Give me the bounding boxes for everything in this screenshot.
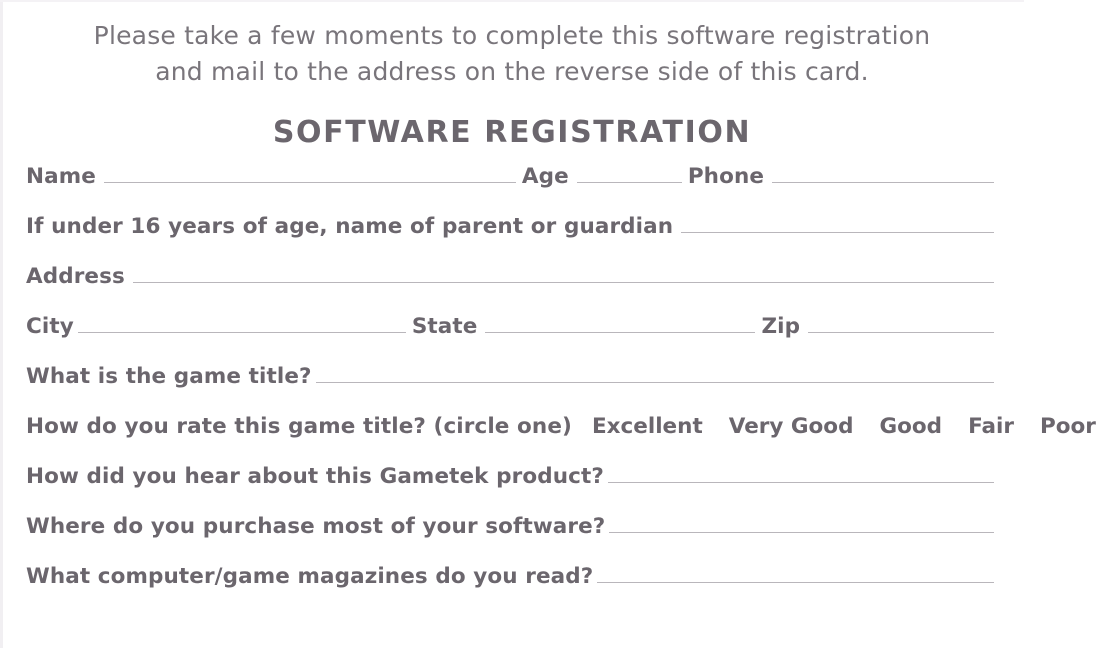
form-row-name — [26, 164, 1000, 214]
name-input-rule[interactable] — [104, 181, 516, 183]
magazines-input-rule[interactable] — [597, 581, 994, 583]
rating-label: How do you rate this game title? (circle one) — [26, 414, 572, 439]
rating-option-good[interactable]: Good — [879, 414, 943, 439]
rating-option-very-good[interactable]: Very Good — [728, 414, 854, 439]
city-label: City — [26, 314, 74, 339]
city-input-rule[interactable] — [78, 331, 406, 333]
form-row-magazines — [26, 564, 1000, 614]
form-row-guardian — [26, 214, 1000, 264]
name-label: Name — [26, 164, 96, 189]
magazines-label: What computer/game magazines do you read? — [26, 564, 594, 589]
form-row-purchase — [26, 514, 1000, 564]
game-title-label: What is the game title? — [26, 364, 312, 389]
state-input-rule[interactable] — [485, 331, 755, 333]
form-row-address — [26, 264, 1000, 314]
rating-option-fair[interactable]: Fair — [968, 414, 1014, 439]
zip-input-rule[interactable] — [808, 331, 994, 333]
guardian-label: If under 16 years of age, name of parent or guardian — [26, 214, 674, 239]
form-row-hear-about — [26, 464, 1000, 514]
intro-line-1: Please take a few moments to complete this software registration — [93, 21, 931, 50]
address-label: Address — [26, 264, 125, 289]
form-row-game-title — [26, 364, 1000, 414]
page-title: SOFTWARE REGISTRATION — [272, 115, 752, 150]
hear-about-input-rule[interactable] — [608, 481, 994, 483]
age-label: Age — [521, 164, 569, 189]
rating-option-excellent[interactable]: Excellent — [591, 414, 703, 439]
guardian-input-rule[interactable] — [681, 231, 994, 233]
phone-label: Phone — [687, 164, 765, 189]
card-left-edge — [0, 0, 3, 648]
address-input-rule[interactable] — [133, 281, 994, 283]
rating-option-poor[interactable]: Poor — [1039, 414, 1096, 439]
game-title-input-rule[interactable] — [316, 381, 994, 383]
intro-text — [42, 18, 982, 89]
age-input-rule[interactable] — [577, 181, 682, 183]
phone-input-rule[interactable] — [772, 181, 994, 183]
purchase-input-rule[interactable] — [609, 531, 994, 533]
zip-label: Zip — [761, 314, 801, 339]
card-top-edge — [0, 0, 1024, 2]
form-row-city-state-zip — [26, 314, 1000, 364]
state-label: State — [411, 314, 478, 339]
intro-line-2: and mail to the address on the reverse side of this card. — [155, 56, 869, 86]
registration-form — [24, 164, 1096, 614]
hear-about-label: How did you hear about this Gametek product? — [26, 464, 604, 489]
form-row-rating — [26, 414, 1096, 464]
purchase-label: Where do you purchase most of your software? — [26, 514, 606, 539]
